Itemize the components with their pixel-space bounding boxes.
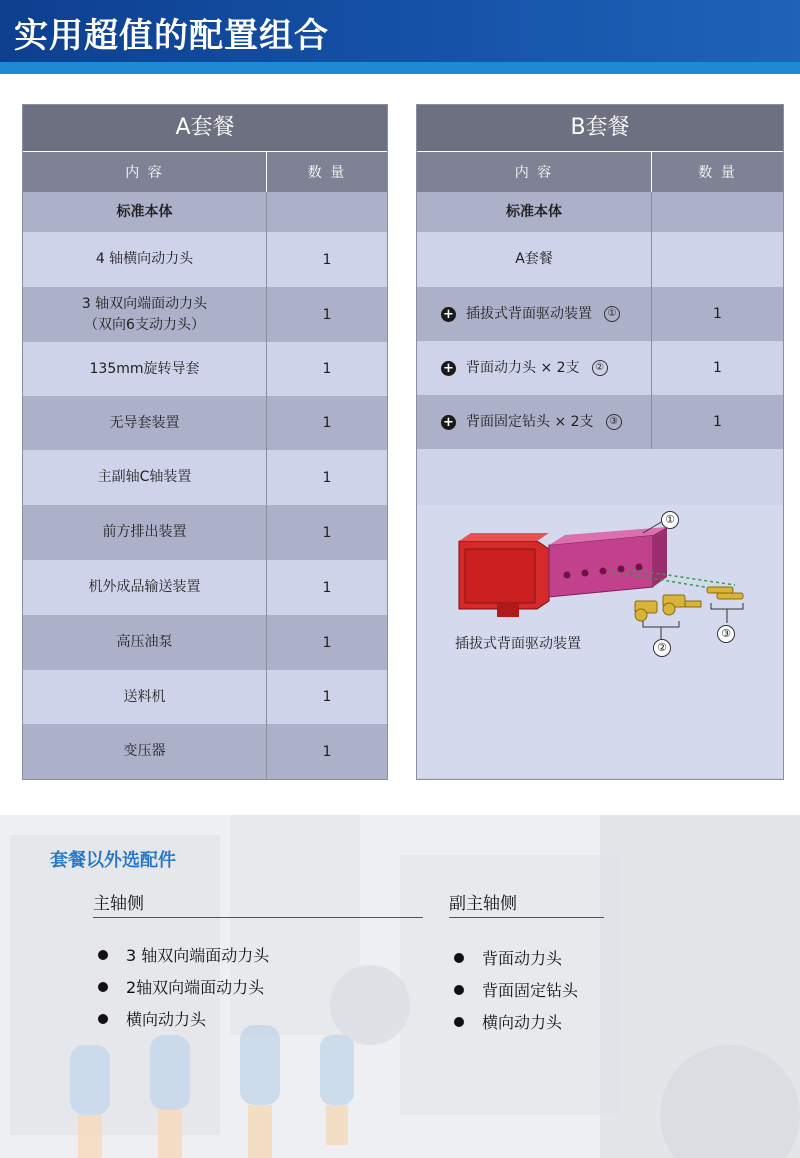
row-content: 主副轴C轴装置	[97, 469, 192, 485]
row-content: 标准本体	[116, 203, 173, 220]
package-b-table	[416, 104, 784, 780]
row-content	[417, 341, 651, 395]
list-item-label: 2轴双向端面动力头	[126, 978, 265, 997]
row-qty: 1	[651, 341, 783, 395]
row-qty	[266, 192, 387, 232]
row-qty: 1	[266, 232, 387, 287]
list-item-label: 背面固定钻头	[482, 981, 579, 1000]
package-a-header	[23, 151, 387, 192]
options-title: 套餐以外选配件	[50, 850, 176, 871]
row-qty: 1	[266, 396, 387, 450]
list-item	[98, 975, 264, 998]
package-a-table	[22, 104, 388, 780]
table-row	[23, 396, 387, 450]
package-a-title: A套餐	[23, 105, 387, 151]
table-row	[417, 341, 783, 395]
table-row	[23, 615, 387, 670]
table-row	[23, 560, 387, 615]
row-content	[417, 395, 651, 449]
row-qty	[651, 192, 783, 232]
list-item	[454, 1010, 562, 1033]
row-content: 无导套装置	[109, 414, 180, 431]
divider	[93, 917, 423, 918]
bullet-icon	[98, 950, 108, 960]
column-header-qty: 数 量	[651, 152, 783, 192]
header-banner	[0, 0, 800, 62]
divider	[449, 917, 604, 918]
row-content-label: 背面固定钻头 × 2支	[466, 413, 594, 430]
column-header-qty: 数 量	[266, 152, 387, 192]
page-title: 实用超值的配置组合	[14, 16, 329, 56]
table-row	[23, 287, 387, 342]
table-row	[23, 342, 387, 396]
row-content: 送料机	[123, 688, 166, 705]
row-qty: 1	[266, 505, 387, 560]
list-item-label: 横向动力头	[126, 1010, 207, 1029]
bullet-icon	[454, 953, 464, 963]
bullet-icon	[454, 985, 464, 995]
package-b-header	[417, 151, 783, 192]
list-item-label: 横向动力头	[482, 1013, 563, 1032]
table-row	[23, 450, 387, 505]
row-qty: 1	[266, 450, 387, 505]
row-qty: 1	[266, 670, 387, 724]
row-qty: 1	[266, 724, 387, 779]
table-row	[23, 670, 387, 724]
row-content	[417, 287, 651, 341]
row-qty: 1	[266, 615, 387, 670]
plus-icon: +	[441, 307, 456, 322]
row-content	[23, 287, 266, 342]
row-content: 变压器	[123, 743, 166, 759]
main-spindle-title: 主轴侧	[93, 894, 144, 914]
row-content: 机外成品输送装置	[88, 579, 201, 595]
table-row	[23, 505, 387, 560]
row-qty: 1	[266, 560, 387, 615]
row-content-label: 背面动力头 × 2支	[466, 359, 580, 376]
table-row	[417, 232, 783, 287]
row-content: 高压油泵	[116, 634, 173, 650]
options-section	[0, 815, 800, 1158]
row-qty: 1	[266, 287, 387, 342]
drive-unit-illustration	[417, 505, 783, 778]
illustration-caption: 插拔式背面驱动装置	[455, 636, 581, 652]
callout-number: ③	[606, 414, 622, 430]
callout-3: ③	[717, 625, 735, 643]
plus-icon: +	[441, 415, 456, 430]
list-item	[98, 943, 269, 966]
bullet-icon	[98, 982, 108, 992]
row-content-line2: （双向6支动力头）	[84, 316, 205, 333]
row-qty	[651, 232, 783, 287]
row-content: A套餐	[515, 251, 553, 267]
table-row	[23, 232, 387, 287]
list-item	[454, 946, 562, 969]
table-row	[417, 192, 783, 232]
table-row	[23, 724, 387, 779]
column-header-content: 内 容	[514, 165, 554, 181]
banner-stripe	[0, 62, 800, 74]
list-item	[98, 1007, 206, 1030]
callout-number: ①	[604, 306, 620, 322]
table-row	[23, 192, 387, 232]
list-item	[454, 978, 578, 1001]
list-item-label: 背面动力头	[482, 949, 563, 968]
row-content-label: 插拔式背面驱动装置	[466, 305, 592, 322]
callout-1: ①	[661, 511, 679, 529]
row-content: 135mm旋转导套	[89, 360, 200, 377]
row-content-line1: 3 轴双向端面动力头	[81, 295, 208, 312]
bullet-icon	[454, 1017, 464, 1027]
row-content: 4 轴横向动力头	[95, 251, 194, 267]
sub-spindle-title: 副主轴侧	[449, 894, 517, 914]
row-qty: 1	[266, 342, 387, 396]
row-content: 前方排出装置	[102, 524, 187, 540]
table-row-empty	[417, 449, 783, 505]
callout-2: ②	[653, 639, 671, 657]
row-qty: 1	[651, 287, 783, 341]
bullet-icon	[98, 1014, 108, 1024]
row-qty: 1	[651, 395, 783, 449]
package-b-title: B套餐	[417, 105, 783, 151]
table-row	[417, 395, 783, 449]
callout-number: ②	[592, 360, 608, 376]
column-header-content: 内 容	[125, 165, 164, 181]
table-row	[417, 287, 783, 341]
plus-icon: +	[441, 361, 456, 376]
row-content: 标准本体	[506, 203, 562, 220]
list-item-label: 3 轴双向端面动力头	[126, 946, 270, 965]
